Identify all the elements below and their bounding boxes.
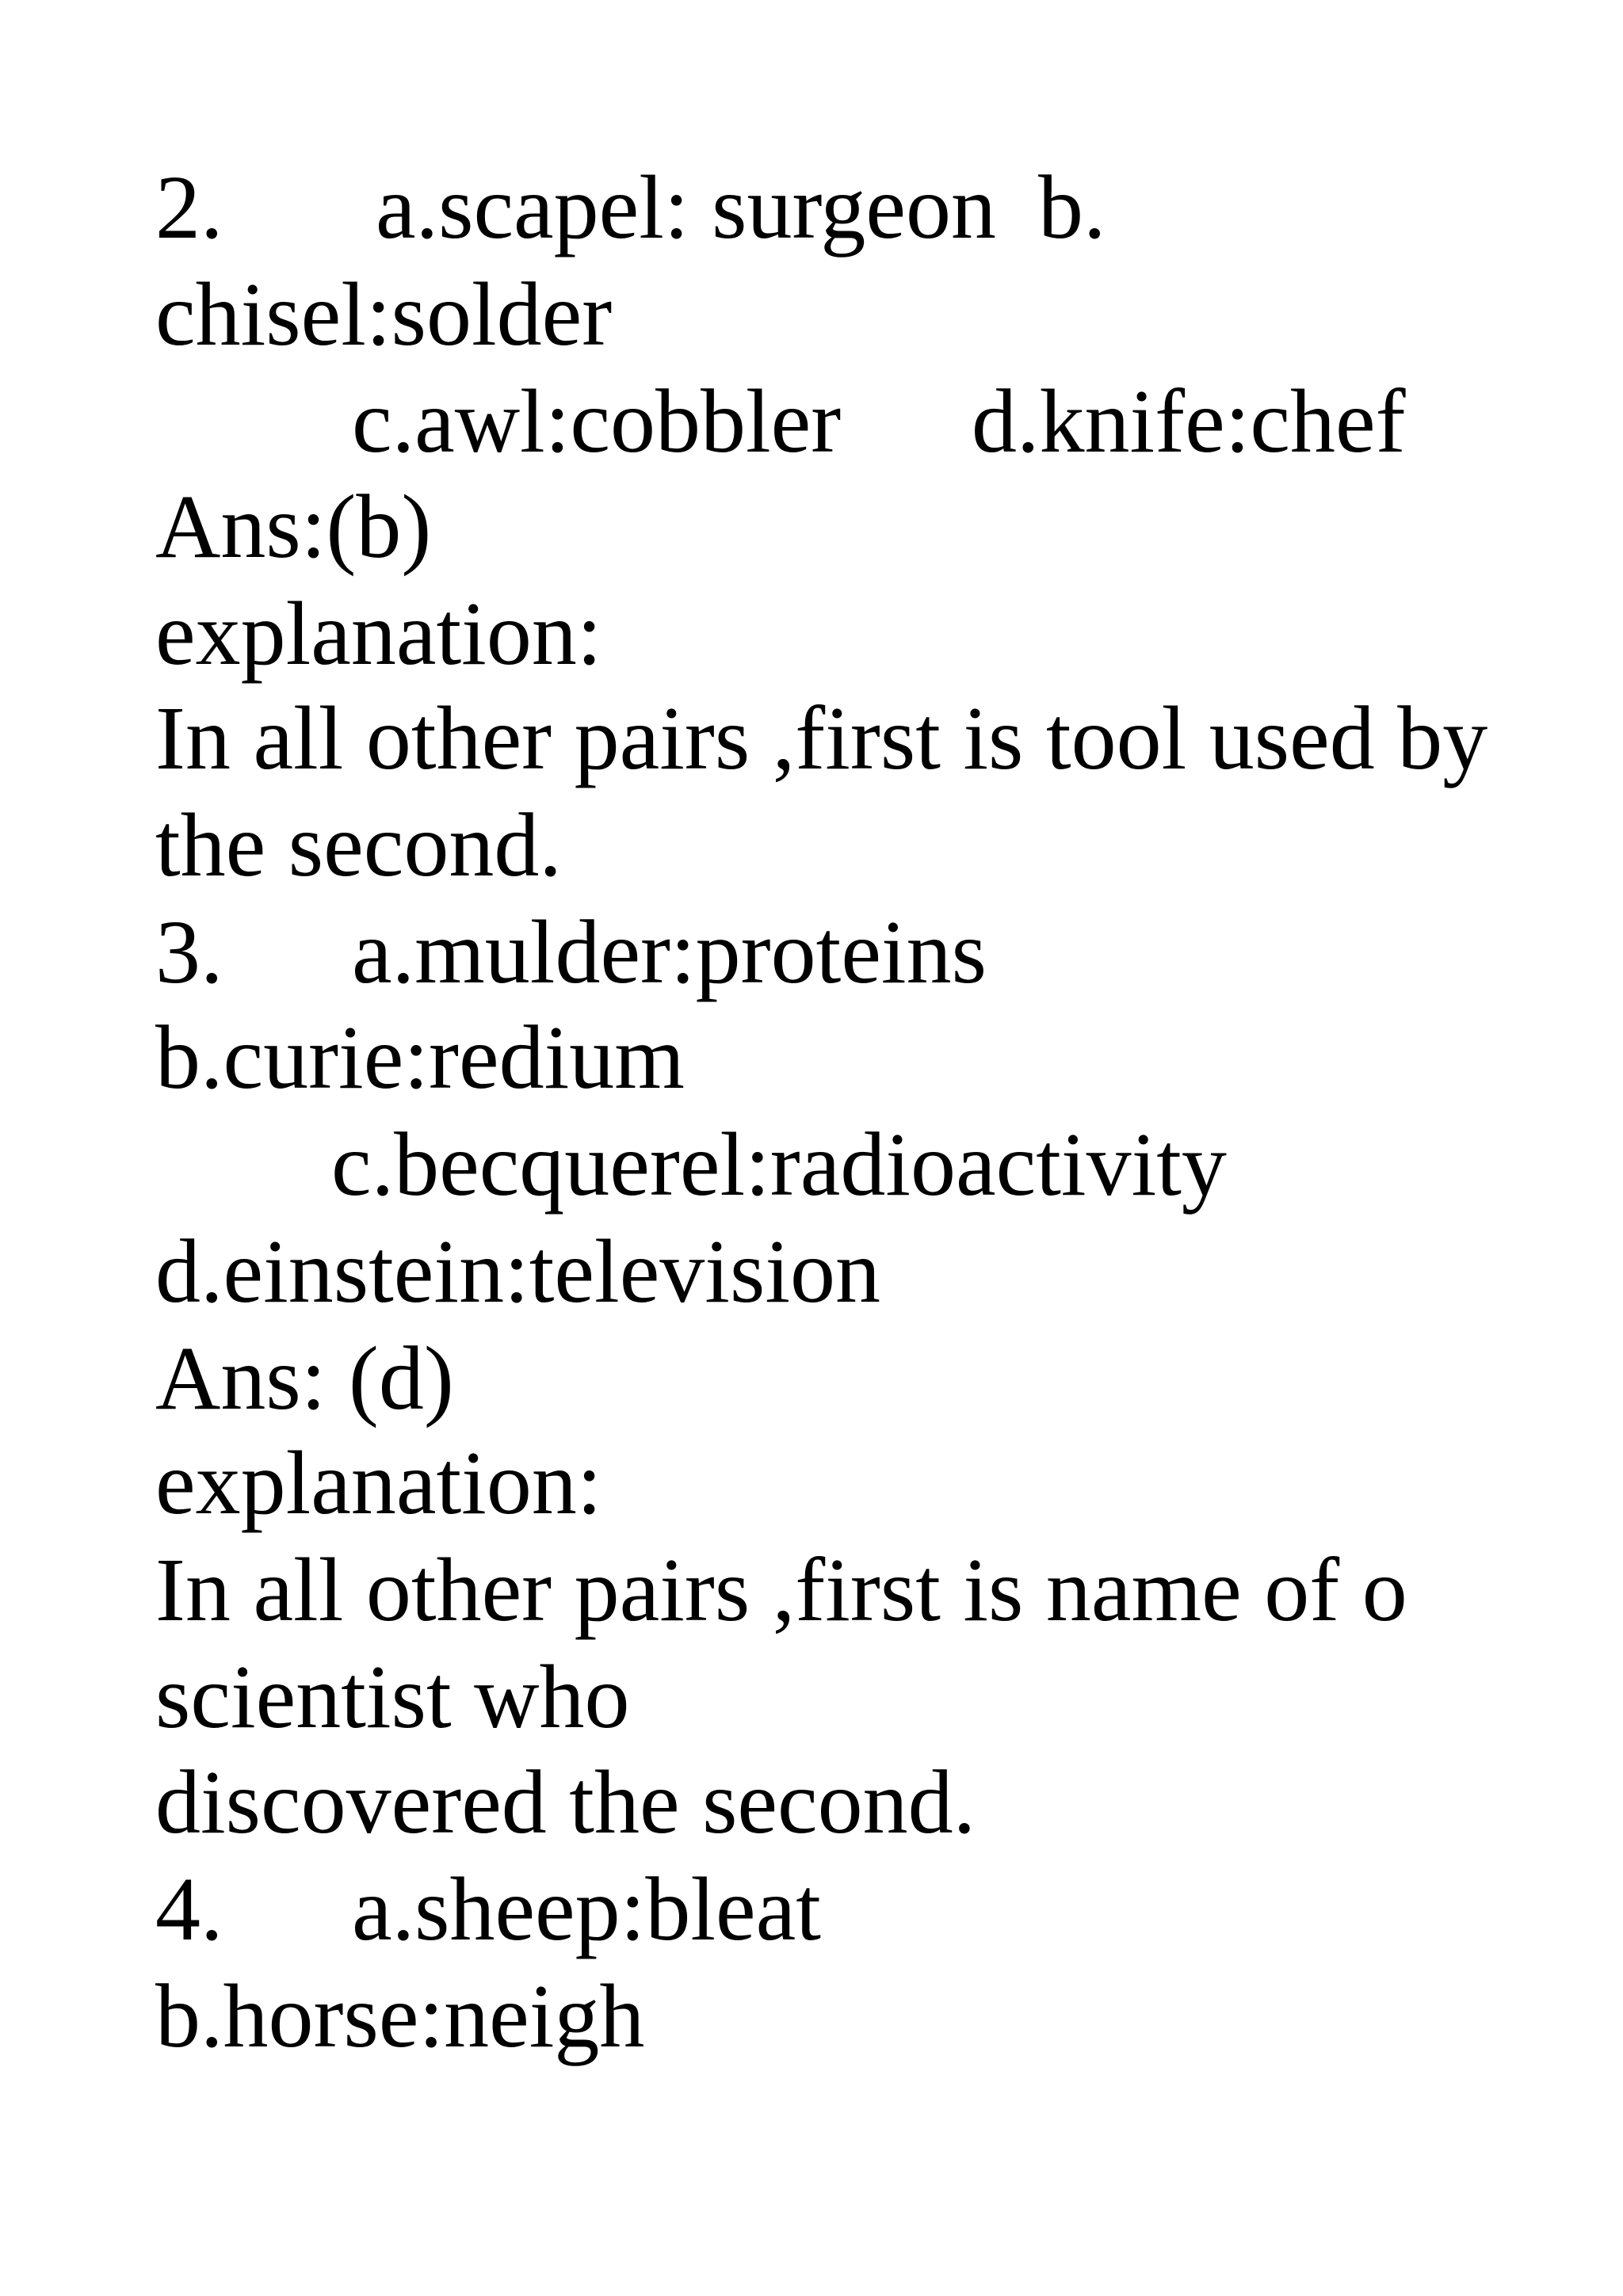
question-3-option-c: c.becquerel:radioactivity	[331, 1114, 1227, 1215]
question-4-option-a: a.sheep:bleat	[352, 1859, 821, 1959]
question-2-explanation-line: the second.	[155, 795, 562, 895]
question-2-explanation-line: In all other pairs ,first is tool used by	[155, 688, 1488, 788]
question-3-option-a: a.mulder:proteins	[352, 902, 987, 1002]
question-3-number: 3.	[155, 902, 223, 1002]
question-2-explanation-label: explanation:	[155, 583, 602, 684]
question-3-option-b: b.curie:redium	[155, 1007, 685, 1108]
question-4-option-b: b.horse:neigh	[155, 1966, 645, 2066]
question-2-option-b-rest: chisel:solder	[155, 264, 613, 364]
question-3-option-d: d.einstein:television	[155, 1221, 881, 1322]
question-2-option-b-start: b.	[1038, 157, 1106, 257]
question-2-option-c: c.awl:cobbler	[352, 371, 842, 471]
question-3-explanation-label: explanation:	[155, 1432, 602, 1533]
question-3-answer: Ans: (d)	[155, 1328, 454, 1428]
question-2-answer: Ans:(b)	[155, 476, 432, 577]
question-2-option-a: a.scapel: surgeon	[376, 157, 996, 257]
question-2-number: 2.	[155, 157, 223, 257]
question-4-number: 4.	[155, 1859, 223, 1959]
question-3-explanation-line: In all other pairs ,first is name of o	[155, 1539, 1407, 1640]
question-3-explanation-line: discovered the second.	[155, 1752, 976, 1852]
question-2-option-d: d.knife:chef	[972, 371, 1406, 471]
question-3-explanation-line: scientist who	[155, 1646, 630, 1747]
